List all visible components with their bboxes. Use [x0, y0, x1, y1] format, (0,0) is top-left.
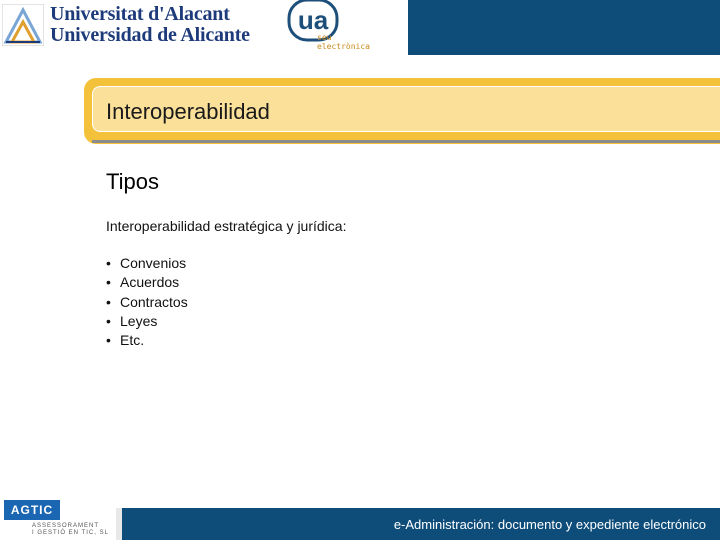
- bullet-dot-icon: •: [106, 293, 111, 310]
- seu-label-line1: seu: [317, 33, 332, 42]
- bullet-list: [106, 254, 188, 350]
- university-shield-icon: [2, 4, 44, 46]
- bullet-text: Convenios: [120, 255, 187, 271]
- bullet-text: Etc.: [120, 332, 145, 349]
- bullet-item: [106, 312, 188, 331]
- university-name-line2: Universidad de Alicante: [50, 24, 250, 46]
- bullet-item: [106, 273, 188, 292]
- bullet-item: [106, 331, 188, 350]
- university-name: [50, 4, 250, 46]
- university-name-line1: Universitat d'Alacant: [50, 3, 230, 25]
- footer-caption: e-Administración: documento y expediente electrónico: [393, 517, 706, 532]
- bullet-dot-icon: •: [106, 332, 111, 349]
- seu-logo-text: ua: [297, 5, 329, 35]
- bullet-text: Contractos: [120, 293, 188, 310]
- bullet-item: [106, 293, 188, 312]
- agtic-sub-line1: ASSESSORAMENT: [32, 523, 100, 529]
- seu-electronica-label: [317, 33, 370, 51]
- agtic-sub-line2: I GESTIÓ EN TIC, SL: [32, 530, 109, 536]
- header-color-bar: [408, 0, 720, 55]
- intro-text: Interoperabilidad estratégica y jurídica:: [106, 218, 347, 234]
- title-banner-underline: [92, 140, 720, 143]
- bullet-dot-icon: •: [106, 312, 111, 329]
- slide-title: Interoperabilidad: [106, 99, 270, 124]
- seu-label-line2: electrònica: [317, 42, 370, 51]
- footer-bar: [122, 508, 720, 540]
- bullet-dot-icon: •: [106, 255, 111, 271]
- agtic-logo: AGTIC: [4, 500, 60, 520]
- bullet-text: Acuerdos: [120, 274, 180, 291]
- bullet-text: Leyes: [120, 312, 158, 329]
- slide-subtitle: Tipos: [106, 169, 159, 194]
- slide-header: [0, 0, 720, 55]
- agtic-logo-subtitle: [32, 523, 109, 537]
- bullet-item: [106, 254, 188, 273]
- bullet-dot-icon: •: [106, 274, 111, 291]
